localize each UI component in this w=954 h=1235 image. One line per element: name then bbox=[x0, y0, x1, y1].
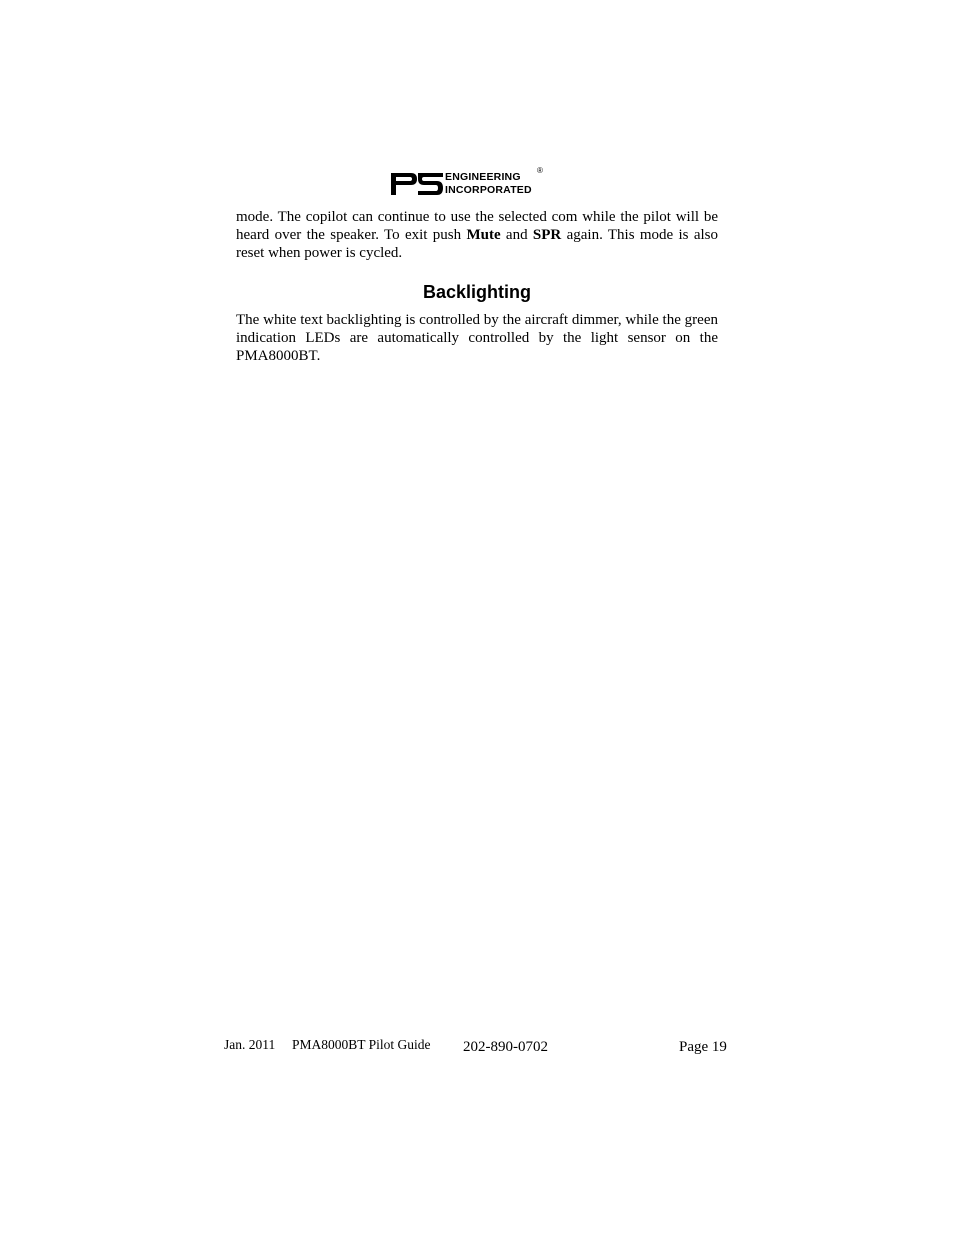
registered-mark: ® bbox=[537, 166, 543, 175]
logo-text-incorporated: INCORPORATED bbox=[445, 184, 532, 196]
bold-mute: Mute bbox=[466, 227, 501, 243]
ps-engineering-logo bbox=[391, 167, 551, 199]
paragraph-text: again. This mode is also reset when power is cycled. bbox=[236, 227, 718, 261]
section-heading: Backlighting bbox=[422, 282, 531, 302]
paragraph-text: mode. The copilot can continue to use the selected com while the pilot will be heard over the speaker. To exit push bbox=[236, 209, 718, 243]
paragraph-backlighting: The white text backlighting is controlled by the aircraft dimmer, while the green indication LEDs are automatically controlled by the light sensor on the PMA8000BT. bbox=[236, 312, 718, 364]
ps-logo-icon bbox=[391, 167, 443, 197]
footer-date: Jan. 2011 bbox=[224, 1037, 276, 1052]
logo-text-engineering: ENGINEERING bbox=[445, 171, 521, 183]
footer-guide-title: PMA8000BT Pilot Guide bbox=[292, 1037, 431, 1052]
bold-spr: SPR bbox=[532, 227, 562, 243]
paragraph-mode-exit bbox=[236, 208, 718, 262]
footer-phone: 202-890-0702 bbox=[463, 1039, 548, 1055]
paragraph-text: and bbox=[500, 227, 533, 243]
footer-page-number: Page 19 bbox=[679, 1039, 727, 1055]
